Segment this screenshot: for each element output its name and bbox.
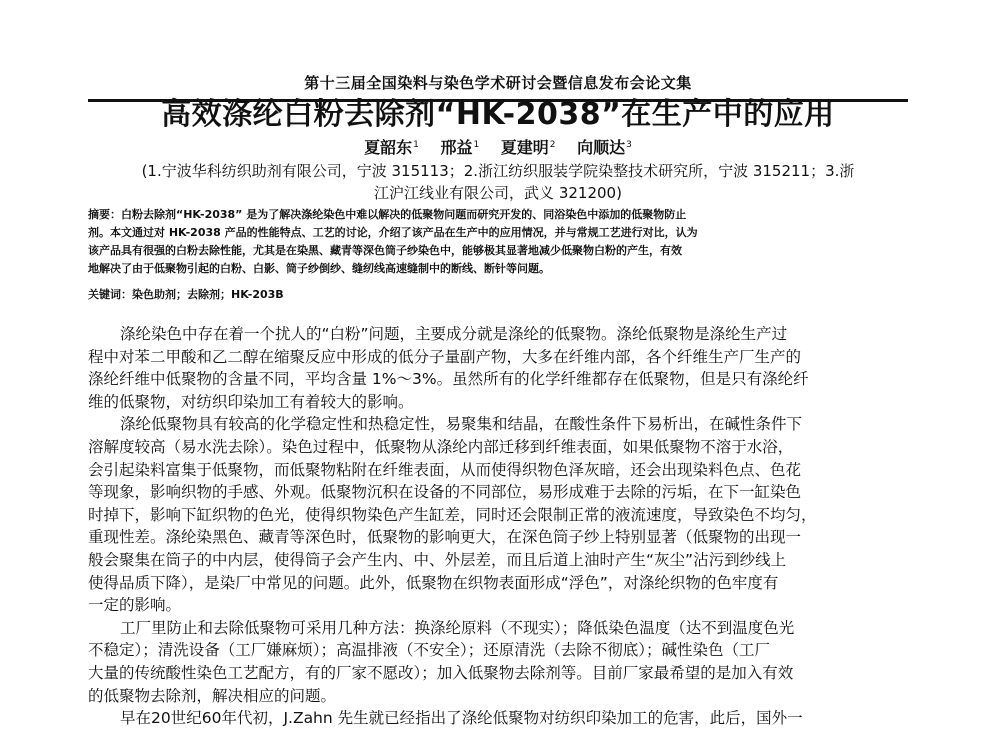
body-line: 会引起染料富集于低聚物，而低聚物粘附在纤维表面，从而使得织物色泽灰暗，还会出现染料色点、色花: [88, 460, 802, 479]
abstract: [88, 206, 908, 278]
abstract-line: 剂。本文通过对 HK-2038 产品的性能特点、工艺的讨论，介绍了该产品在生产中的应用情况，并与常规工艺进行对比，认为: [88, 226, 698, 239]
body-line: 重现性差。涤纶染黑色、藏青等深色时，低聚物的影响更大，在深色筒子纱上特别显著（低聚物的出现一: [88, 528, 802, 547]
body-line: 时掉下，影响下缸织物的色光，使得织物染色产生缸差，同时还会限制正常的液流速度，导致染色不均匀，: [88, 505, 817, 524]
body-line: 不稳定）；清洗设备（工厂嫌麻烦）；高温排液（不安全）；还原清洗（去除不彻底）；碱性染色（工厂: [88, 641, 771, 660]
paper-title: 高效涤纶白粉去除剂“HK-2038”在生产中的应用: [161, 97, 835, 132]
author: 夏韶东$^1$: [364, 138, 419, 158]
body-line: 工厂里防止和去除低聚物可采用几种方法：换涤纶原料（不现实）；降低染色温度（达不到温度色光: [120, 618, 795, 637]
body-line: 使得品质下降），是染厂中常见的问题。此外，低聚物在织物表面形成“浮色”，对涤纶织物的色牢度有: [88, 573, 779, 592]
body-line: 溶解度较高（易水洗去除）。染色过程中，低聚物从涤纶内部迁移到纤维表面，如果低聚物不溶于水浴，: [88, 437, 794, 456]
body-line: 等现象，影响织物的手感、外观。低聚物沉积在设备的不同部位，易形成难于去除的污垢，在下一缸染色: [88, 483, 802, 502]
body-line: 一定的影响。: [88, 596, 182, 615]
abstract-line: 摘要：白粉去除剂“HK-2038” 是为了解决涤纶染色中难以解决的低聚物问题而研究开发的、同浴染色中添加的低聚物防止: [88, 208, 687, 221]
body-line: 涤纶纤维中低聚物的含量不同，平均含量 1%～3%。虽然所有的化学纤维都存在低聚物，但是只有涤纶纤: [88, 370, 809, 389]
body-line: 程中对苯二甲酸和乙二醇在缩聚反应中形成的低分子量副产物，大多在纤维内部，各个纤维生产厂生产的: [88, 347, 802, 366]
keywords-label: 关键词：: [88, 288, 132, 301]
author: 邢益$^1$: [440, 138, 480, 158]
body-line: 涤纶染色中存在着一个扰人的“白粉”问题，主要成分就是涤纶的低聚物。涤纶低聚物是涤纶生产过: [120, 325, 788, 343]
affiliations: [88, 160, 908, 204]
author-list: [88, 135, 908, 158]
abstract-line: 该产品具有很强的白粉去除性能，尤其是在染黑、藏青等深色筒子纱染色中，能够极其显著地减少低聚物白粉的产生，有效: [88, 244, 682, 257]
body-line: 大量的传统酸性染色工艺配方，有的厂家不愿改）；加入低聚物去除剂等。目前厂家最希望的是加入有效: [88, 663, 794, 682]
author: 夏建明$^2$: [500, 138, 556, 158]
abstract-line: 地解决了由于低聚物引起的白粉、白影、筒子纱倒纱、缝纫线高速缝制中的断线、断针等问题。: [88, 262, 550, 275]
author: 向顺达$^3$: [577, 138, 632, 158]
affiliation-line: 江沪江线业有限公司，武义 321200): [374, 184, 622, 202]
body-line: 维的低聚物，对纺织印染加工有着较大的影响。: [88, 392, 414, 411]
keywords: [88, 286, 908, 304]
affiliation-line: (1.宁波华科纺织助剂有限公司，宁波 315113；2.浙江纺织服装学院染整技术研究所，宁波 315211；3.浙: [141, 162, 855, 180]
body-line: 早在20世纪60年代初，J.Zahn 先生就已经指出了涤纶低聚物对纺织印染加工的危害，此后，国外一: [120, 709, 803, 728]
body-line: 般会聚集在筒子的中内层，使得筒子会产生内、中、外层差，而且后道上油时产生“灰尘”沾污到纱线上: [88, 550, 787, 569]
body-line: 的低聚物去除剂，解决相应的问题。: [88, 686, 337, 705]
abstract-label: 摘要：: [88, 208, 121, 221]
body-line: 涤纶低聚物具有较高的化学稳定性和热稳定性，易聚集和结晶，在酸性条件下易析出，在碱性条件下: [120, 415, 803, 434]
body-text: [88, 323, 908, 730]
keywords-text: 染色助剂；去除剂；HK-203B: [132, 288, 284, 301]
running-head: 第十三届全国染料与染色学术研讨会暨信息发布会论文集: [88, 72, 908, 102]
